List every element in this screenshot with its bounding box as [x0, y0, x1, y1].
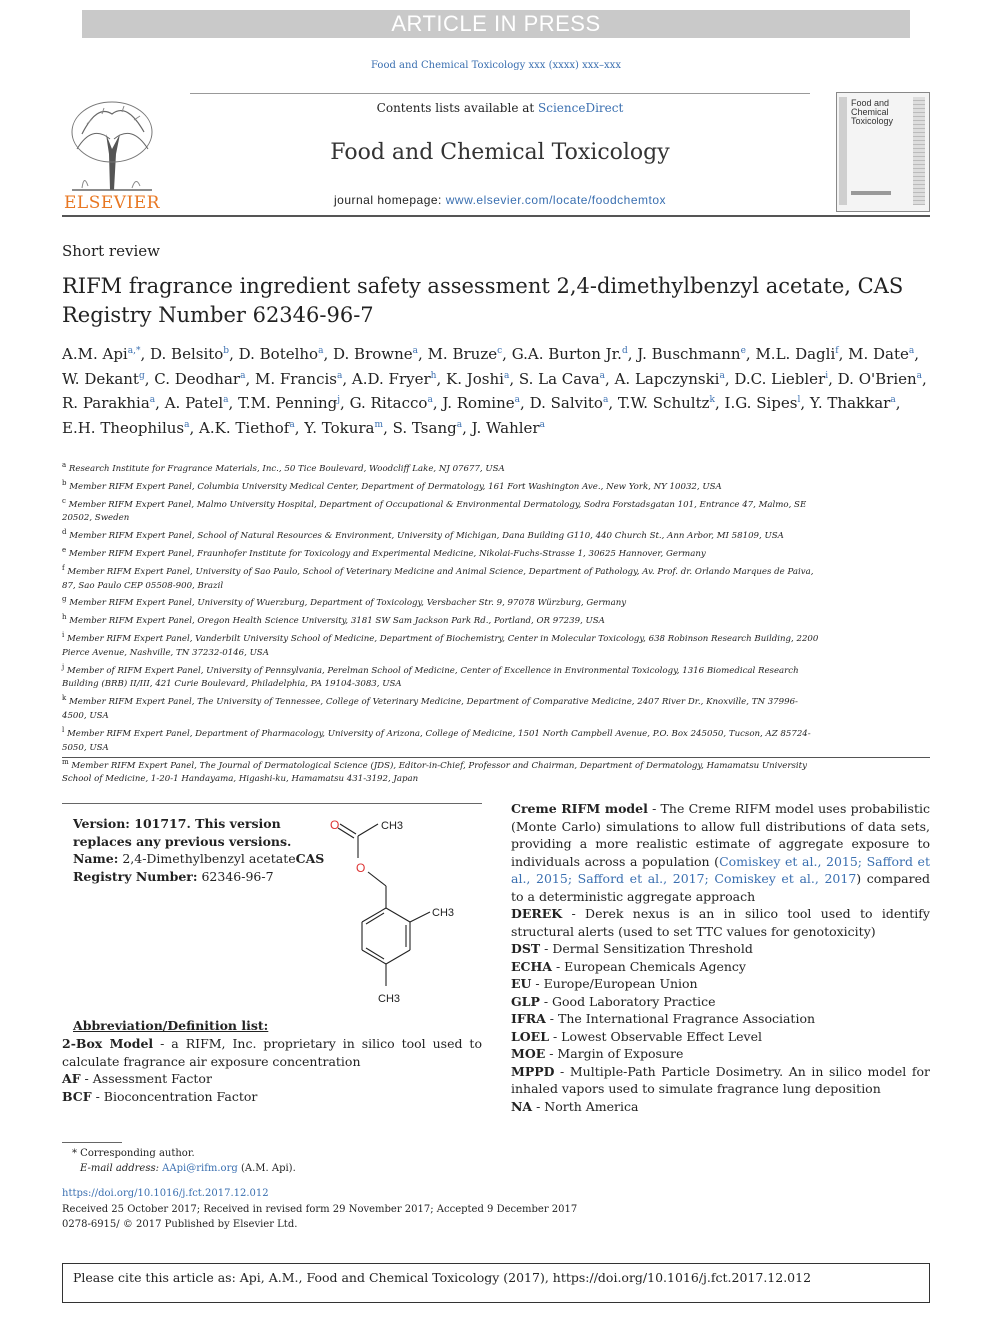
author-name: T.M. Penning: [238, 394, 338, 412]
contents-line: [190, 101, 810, 115]
affiliation-text: Member RIFM Expert Panel, Malmo University Hospital, Department of Occupational & Environmental Dermatology, Sodra Forstadsgatan 101, Entrance 47, Malmo, SE 20502, Sweden: [62, 499, 807, 524]
author-name: D. Salvito: [529, 394, 603, 412]
copyright-line: 0278-6915/ © 2017 Published by Elsevier Ltd.: [62, 1218, 298, 1230]
author-affiliation-link[interactable]: l: [797, 395, 801, 405]
journal-homepage: [190, 193, 810, 207]
definition-text: - North America: [532, 1098, 639, 1114]
author-name: A. Lapczynski: [614, 369, 720, 388]
author-name: A.D. Fryer: [351, 369, 431, 388]
author-name: G.A. Burton Jr.: [511, 345, 622, 363]
author-name: M. Date: [848, 345, 909, 363]
author-name: W. Dekant: [62, 369, 139, 388]
affiliation-item: [62, 629, 822, 661]
version-box-rule: [62, 803, 482, 804]
author-affiliation-link[interactable]: e: [740, 346, 746, 356]
affiliation-text: Member RIFM Expert Panel, Oregon Health Science University, 3181 SW Sam Jackson Park Rd., Portland, OR 97239, USA: [66, 616, 605, 627]
right-definitions: [511, 905, 930, 1115]
header-top-rule: [190, 93, 810, 94]
definition-term: MPPD: [511, 1063, 555, 1079]
affiliation-item: [62, 756, 822, 788]
author-affiliation-link[interactable]: a: [602, 395, 609, 405]
author-affiliation-link[interactable]: a: [599, 370, 606, 381]
affiliation-text: Member RIFM Expert Panel, University of Wuerzburg, Department of Toxicology, Versbacher Str. 9, 97078 Würzburg, Germany: [66, 598, 627, 609]
affiliation-key: f: [62, 563, 65, 572]
definition-text: - Margin of Exposure: [545, 1046, 684, 1061]
definition-term: NA: [511, 1098, 533, 1114]
author-name: D. O'Brien: [837, 369, 917, 388]
affiliation-text: Member RIFM Expert Panel, Vanderbilt University School of Medicine, Department of Biochemistry, Center in Molecular Toxicology, 638 Robinson Research Building, 2200 Pierce Avenue, Nashville, TN 37232-0146, USA: [62, 633, 819, 658]
author-affiliation-link[interactable]: i: [825, 370, 829, 381]
oxygen-label-1: O: [330, 818, 340, 832]
affiliation-key: c: [62, 496, 66, 505]
footnote-block: [62, 1146, 662, 1176]
cas-label: CAS Registry Number:: [73, 851, 325, 884]
affiliation-item: [62, 692, 822, 724]
author-affiliation-link[interactable]: a: [916, 370, 923, 381]
creme-definition: [511, 800, 930, 905]
name-line: [73, 850, 333, 885]
author-name: K. Joshi: [445, 369, 504, 388]
definition-item: [511, 1010, 930, 1028]
author-affiliation-link[interactable]: a,*: [127, 346, 141, 356]
definition-item: [511, 1098, 930, 1116]
doi-link[interactable]: https://doi.org/10.1016/j.fct.2017.12.012: [62, 1188, 269, 1199]
contents-prefix: Contents lists available at: [376, 101, 539, 115]
author-name: A.K. Tiethof: [199, 418, 290, 437]
definition-item: [62, 1088, 482, 1106]
elsevier-wordmark: ELSEVIER: [64, 193, 160, 213]
author-affiliation-link[interactable]: a: [539, 419, 545, 430]
creme-def-end: ) compared to a deterministic aggregate approach: [511, 871, 930, 904]
cover-title: Food and Chemical Toxicology: [851, 98, 894, 126]
author-name: M.L. Dagli: [755, 345, 836, 363]
definition-term: DEREK: [511, 906, 563, 921]
affiliation-text: Member RIFM Expert Panel, Columbia University Medical Center, Department of Dermatology, 161 Fort Washington Ave., New York, NY 10032, USA: [66, 481, 722, 492]
footnote-rule: [62, 1142, 122, 1143]
author-name: D. Belsito: [150, 345, 224, 363]
affiliation-text: Member RIFM Expert Panel, School of Natural Resources & Environment, University of Michigan, Dana Building G110, 440 Church St., Ann Arbor, MI 58109, USA: [66, 531, 784, 542]
email-line: [62, 1161, 662, 1176]
affiliation-item: [62, 562, 822, 594]
definition-item: [511, 975, 930, 993]
affiliation-item: [62, 593, 822, 611]
author-name: A.M. Api: [62, 345, 128, 363]
cite-this-article-box: [62, 1263, 930, 1303]
affiliation-key: d: [62, 528, 67, 537]
definition-text: - a RIFM, Inc. proprietary in silico tool used to calculate fragrance air exposure concentration: [62, 1036, 482, 1069]
definition-term: MOE: [511, 1046, 546, 1061]
sciencedirect-link[interactable]: ScienceDirect: [538, 101, 624, 115]
affiliation-item: [62, 526, 822, 544]
affiliation-item: [62, 661, 822, 693]
author-name: D. Botelho: [238, 345, 319, 363]
affiliation-key: l: [62, 725, 65, 734]
author-affiliation-link[interactable]: h: [430, 370, 437, 381]
header-bottom-rule: [62, 215, 930, 217]
definition-item: [62, 1035, 482, 1070]
author-name: I.G. Sipes: [724, 394, 798, 412]
version-box: [73, 815, 333, 885]
homepage-prefix: journal homepage:: [333, 193, 446, 207]
affiliation-text: Member RIFM Expert Panel, The University of Tennessee, College of Veterinary Medicine, Department of Comparative Medicine, 2407 River Dr., Knoxville, TN 37996-4500, USA: [62, 697, 798, 722]
author-affiliation-link[interactable]: a: [184, 419, 190, 430]
definition-text: - The International Fragrance Association: [545, 1011, 816, 1026]
definition-text: - Assessment Factor: [80, 1071, 212, 1086]
author-affiliation-link[interactable]: a: [412, 346, 419, 356]
affiliation-item: [62, 459, 822, 477]
molecule-icon: [326, 812, 476, 1017]
definition-item: [511, 1028, 930, 1046]
author-affiliation-link[interactable]: a: [503, 370, 510, 381]
definition-text: - Multiple-Path Particle Dosimetry. An in silico model for inhaled vapors used to simulate fragrance lung deposition: [511, 1063, 930, 1096]
cite-text: Please cite this article as: Api, A.M., Food and Chemical Toxicology (2017), https://doi.org/10.1016/j.fct.2017.12.012: [73, 1270, 812, 1285]
affiliation-item: [62, 611, 822, 629]
creme-def: - The Creme RIFM model uses probabilistic (Monte Carlo) simulations to allow full distributions of data sets, providing a more realistic estimate of aggregate exposure to individuals across a population (: [511, 801, 930, 869]
author-name: Y. Tokura: [304, 418, 375, 437]
author-name: D.C. Liebler: [734, 369, 826, 388]
email-suffix: (A.M. Api).: [237, 1163, 296, 1174]
affiliation-item: [62, 495, 822, 527]
author-affiliation-link[interactable]: a: [456, 419, 463, 430]
abbreviation-list-left: [62, 1035, 482, 1105]
abbreviation-heading: Abbreviation/Definition list:: [73, 1018, 269, 1033]
affiliation-text: Member of RIFM Expert Panel, University of Pennsylvania, Perelman School of Medicine, Center of Excellence in Environmental Toxicology, 1316 Biomedical Research Building (BRB) II/III, 421 Curie Boulevard, Philadelphia, PA 19104-3083, USA: [62, 665, 799, 690]
creme-citation-link[interactable]: Comiskey et al., 2015; Safford et al., 2015; Safford et al., 2017; Comiskey et al., 2017: [511, 853, 930, 886]
version-label: Version: 101717. This version replaces any previous versions.: [73, 816, 292, 849]
journal-reference[interactable]: Food and Chemical Toxicology xxx (xxxx) xxx–xxx: [371, 60, 621, 71]
corresponding-author-note: * Corresponding author.: [72, 1148, 195, 1159]
author-affiliation-link[interactable]: a: [240, 370, 246, 381]
author-name: G. Ritacco: [349, 394, 428, 412]
author-name: C. Deodhar: [154, 369, 241, 388]
article-title: RIFM fragrance ingredient safety assessment 2,4-dimethylbenzyl acetate, CAS Registry Number 62346-96-7: [62, 274, 904, 327]
email-link[interactable]: AApi@rifm.org: [162, 1163, 238, 1174]
affiliation-text: Member RIFM Expert Panel, Fraunhofer Institute for Toxicology and Experimental Medicine, Nikolai-Fuchs-Strasse 1, 30625 Hannover, Germany: [66, 548, 706, 559]
author-list: A.M. Api$^{a,*}$, D. Belsito$^b$, D. Botelho$^a$, D. Browne$^a$, M. Bruze$^c$, G.A. Burton Jr.$^d$, J. Buschmann$^e$, M.L. Dagli$^f$, M. Date$^a$, W. Dekant$^g$, C. Deodhar$^a$, M. Francis$^a$, A.D. Fryer$^h$, K. Joshi$^a$, S. La Cava$^a$, A. Lapczynski$^a$, D.C. Liebler$^i$, D. O'Brien$^a$, R. Parakhia$^a$, A. Patel$^a$, T.M. Penning$^j$, G. Ritacco$^a$, J. Romine$^a$, D. Salvito$^a$, T.W. Schultz$^k$, I.G. Sipes$^l$, Y. Thakkar$^a$, E.H. Theophilus$^a$, A.K. Tiethof$^a$, Y. Tokura$^m$, S. Tsang$^a$, J. Wahler$^a$: [62, 345, 927, 437]
author-affiliation-link[interactable]: m: [374, 419, 384, 430]
definition-item: [511, 993, 930, 1011]
author-name: E.H. Theophilus: [62, 418, 185, 437]
creme-term: Creme RIFM model: [511, 801, 648, 816]
oxygen-label-2: O: [356, 861, 366, 875]
affiliation-text: Member RIFM Expert Panel, The Journal of Dermatological Science (JDS), Editor-in-Chief, Professor and Chairman, Department of Dermatology, Hamamatsu University School of Medicine, 1-20-1 Handayama, Higashi-ku, Hamamatsu 431-3192, Japan: [62, 760, 807, 785]
cover-barcode: [913, 97, 925, 205]
affiliation-key: j: [62, 662, 65, 671]
definition-term: LOEL: [511, 1028, 549, 1044]
author-name: Y. Thakkar: [809, 394, 891, 412]
definition-text: - Dermal Sensitization Threshold: [540, 941, 753, 956]
name-label: Name:: [73, 851, 119, 866]
author-affiliation-link[interactable]: a: [514, 395, 521, 405]
definition-text: - European Chemicals Agency: [552, 958, 746, 974]
author-name: D. Browne: [333, 345, 413, 363]
definition-item: [511, 1063, 930, 1098]
definition-item: [511, 940, 930, 958]
author-name: S. Tsang: [392, 418, 457, 437]
affiliation-key: i: [62, 630, 65, 639]
definition-text: - Derek nexus is an in silico tool used to identify structural alerts (used to set TTC values for genotoxicity): [511, 906, 930, 939]
author-name: A. Patel: [164, 394, 224, 412]
definition-text: - Bioconcentration Factor: [91, 1088, 258, 1104]
author-affiliation-link[interactable]: c: [497, 346, 503, 356]
author-affiliation-link[interactable]: k: [709, 395, 715, 405]
affiliation-text: Member RIFM Expert Panel, University of Sao Paulo, School of Veterinary Medicine and Animal Science, Department of Pathology, Av. Prof. dr. Orlando Marques de Paiva, 87, Sao Paulo CEP 05508-900, Brazil: [62, 566, 814, 591]
affiliation-key: e: [62, 545, 67, 554]
author-affiliation-link[interactable]: a: [908, 346, 915, 356]
author-name: J. Buschmann: [637, 345, 741, 363]
cover-strip: [839, 97, 847, 205]
affiliation-key: k: [62, 694, 67, 703]
cas-value: 62346-96-7: [201, 868, 274, 884]
definition-term: BCF: [62, 1088, 92, 1104]
abbreviation-list-right: [511, 800, 930, 1115]
article-type: Short review: [62, 242, 160, 260]
definition-item: [62, 1070, 482, 1088]
author-affiliation-link[interactable]: a: [289, 419, 295, 430]
author-affiliation-link[interactable]: a: [318, 346, 324, 356]
author-name: R. Parakhia: [62, 394, 150, 412]
author-affiliation-link[interactable]: a: [427, 395, 433, 405]
cover-publisher-mark: [851, 191, 891, 195]
affiliation-key: a: [62, 461, 67, 469]
author-name: J. Romine: [442, 394, 515, 412]
author-affiliation-link[interactable]: f: [835, 346, 839, 356]
author-name: T.W. Schultz: [617, 394, 710, 412]
author-affiliation-link[interactable]: d: [621, 346, 628, 356]
article-dates: [62, 1203, 577, 1232]
author-name: M. Bruze: [427, 345, 498, 363]
author-affiliation-link[interactable]: a: [719, 370, 725, 381]
affiliation-key: b: [62, 478, 67, 487]
ch3-label-mid: CH3: [432, 907, 455, 919]
affiliation-item: [62, 477, 822, 495]
affiliation-key: m: [62, 757, 69, 766]
author-affiliation-link[interactable]: a: [336, 370, 343, 381]
definition-term: AF: [62, 1071, 81, 1086]
definition-item: [511, 905, 930, 940]
author-affiliation-link[interactable]: a: [149, 395, 156, 405]
definition-text: - Europe/European Union: [531, 976, 698, 991]
author-affiliation-link[interactable]: j: [337, 395, 341, 405]
author-affiliation-link[interactable]: a: [223, 395, 229, 405]
affiliation-key: g: [62, 595, 67, 604]
definition-term: EU: [511, 976, 532, 991]
author-affiliation-link[interactable]: b: [223, 346, 230, 356]
definition-item: [511, 958, 930, 976]
definition-term: 2-Box Model: [62, 1036, 154, 1051]
author-name: S. La Cava: [518, 369, 600, 388]
affiliations-bottom-rule: [62, 757, 930, 758]
definition-text: - Lowest Observable Effect Level: [549, 1028, 762, 1044]
affiliation-item: [62, 544, 822, 562]
affiliation-text: Member RIFM Expert Panel, Department of Pharmacology, University of Arizona, College of Medicine, 1501 North Campbell Avenue, P.O. Box 245050, Tucson, AZ 85724-5050, USA: [62, 728, 811, 753]
definition-item: [511, 1045, 930, 1063]
author-name: J. Wahler: [471, 418, 540, 437]
journal-cover-thumbnail: [836, 92, 930, 212]
affiliation-item: [62, 724, 822, 756]
email-label: E-mail address:: [80, 1163, 159, 1174]
author-name: M. Francis: [255, 369, 337, 388]
article-in-press-banner: ARTICLE IN PRESS: [82, 10, 910, 38]
affiliation-key: h: [62, 613, 67, 622]
definition-text: - Good Laboratory Practice: [539, 993, 716, 1009]
author-affiliation-link[interactable]: a: [890, 395, 896, 405]
author-affiliation-link[interactable]: g: [138, 370, 145, 381]
received-line: Received 25 October 2017; Received in revised form 29 November 2017; Accepted 9 December 2017: [62, 1204, 578, 1215]
name-value: 2,4-Dimethylbenzyl acetate: [122, 851, 296, 866]
tree-icon: [62, 94, 162, 194]
definition-term: ECHA: [511, 958, 552, 974]
journal-title: Food and Chemical Toxicology: [330, 140, 670, 165]
definition-term: IFRA: [511, 1011, 546, 1026]
definition-term: GLP: [511, 993, 540, 1009]
chemical-structure: [326, 812, 476, 1017]
ch3-label-bottom: CH3: [378, 993, 401, 1005]
definition-term: DST: [511, 941, 541, 956]
homepage-link[interactable]: www.elsevier.com/locate/foodchemtox: [445, 193, 666, 207]
ch3-label-top: CH3: [381, 820, 404, 832]
affiliation-text: Research Institute for Fragrance Materials, Inc., 50 Tice Boulevard, Woodcliff Lake, NJ 07677, USA: [66, 463, 505, 474]
affiliation-list: [62, 459, 822, 787]
